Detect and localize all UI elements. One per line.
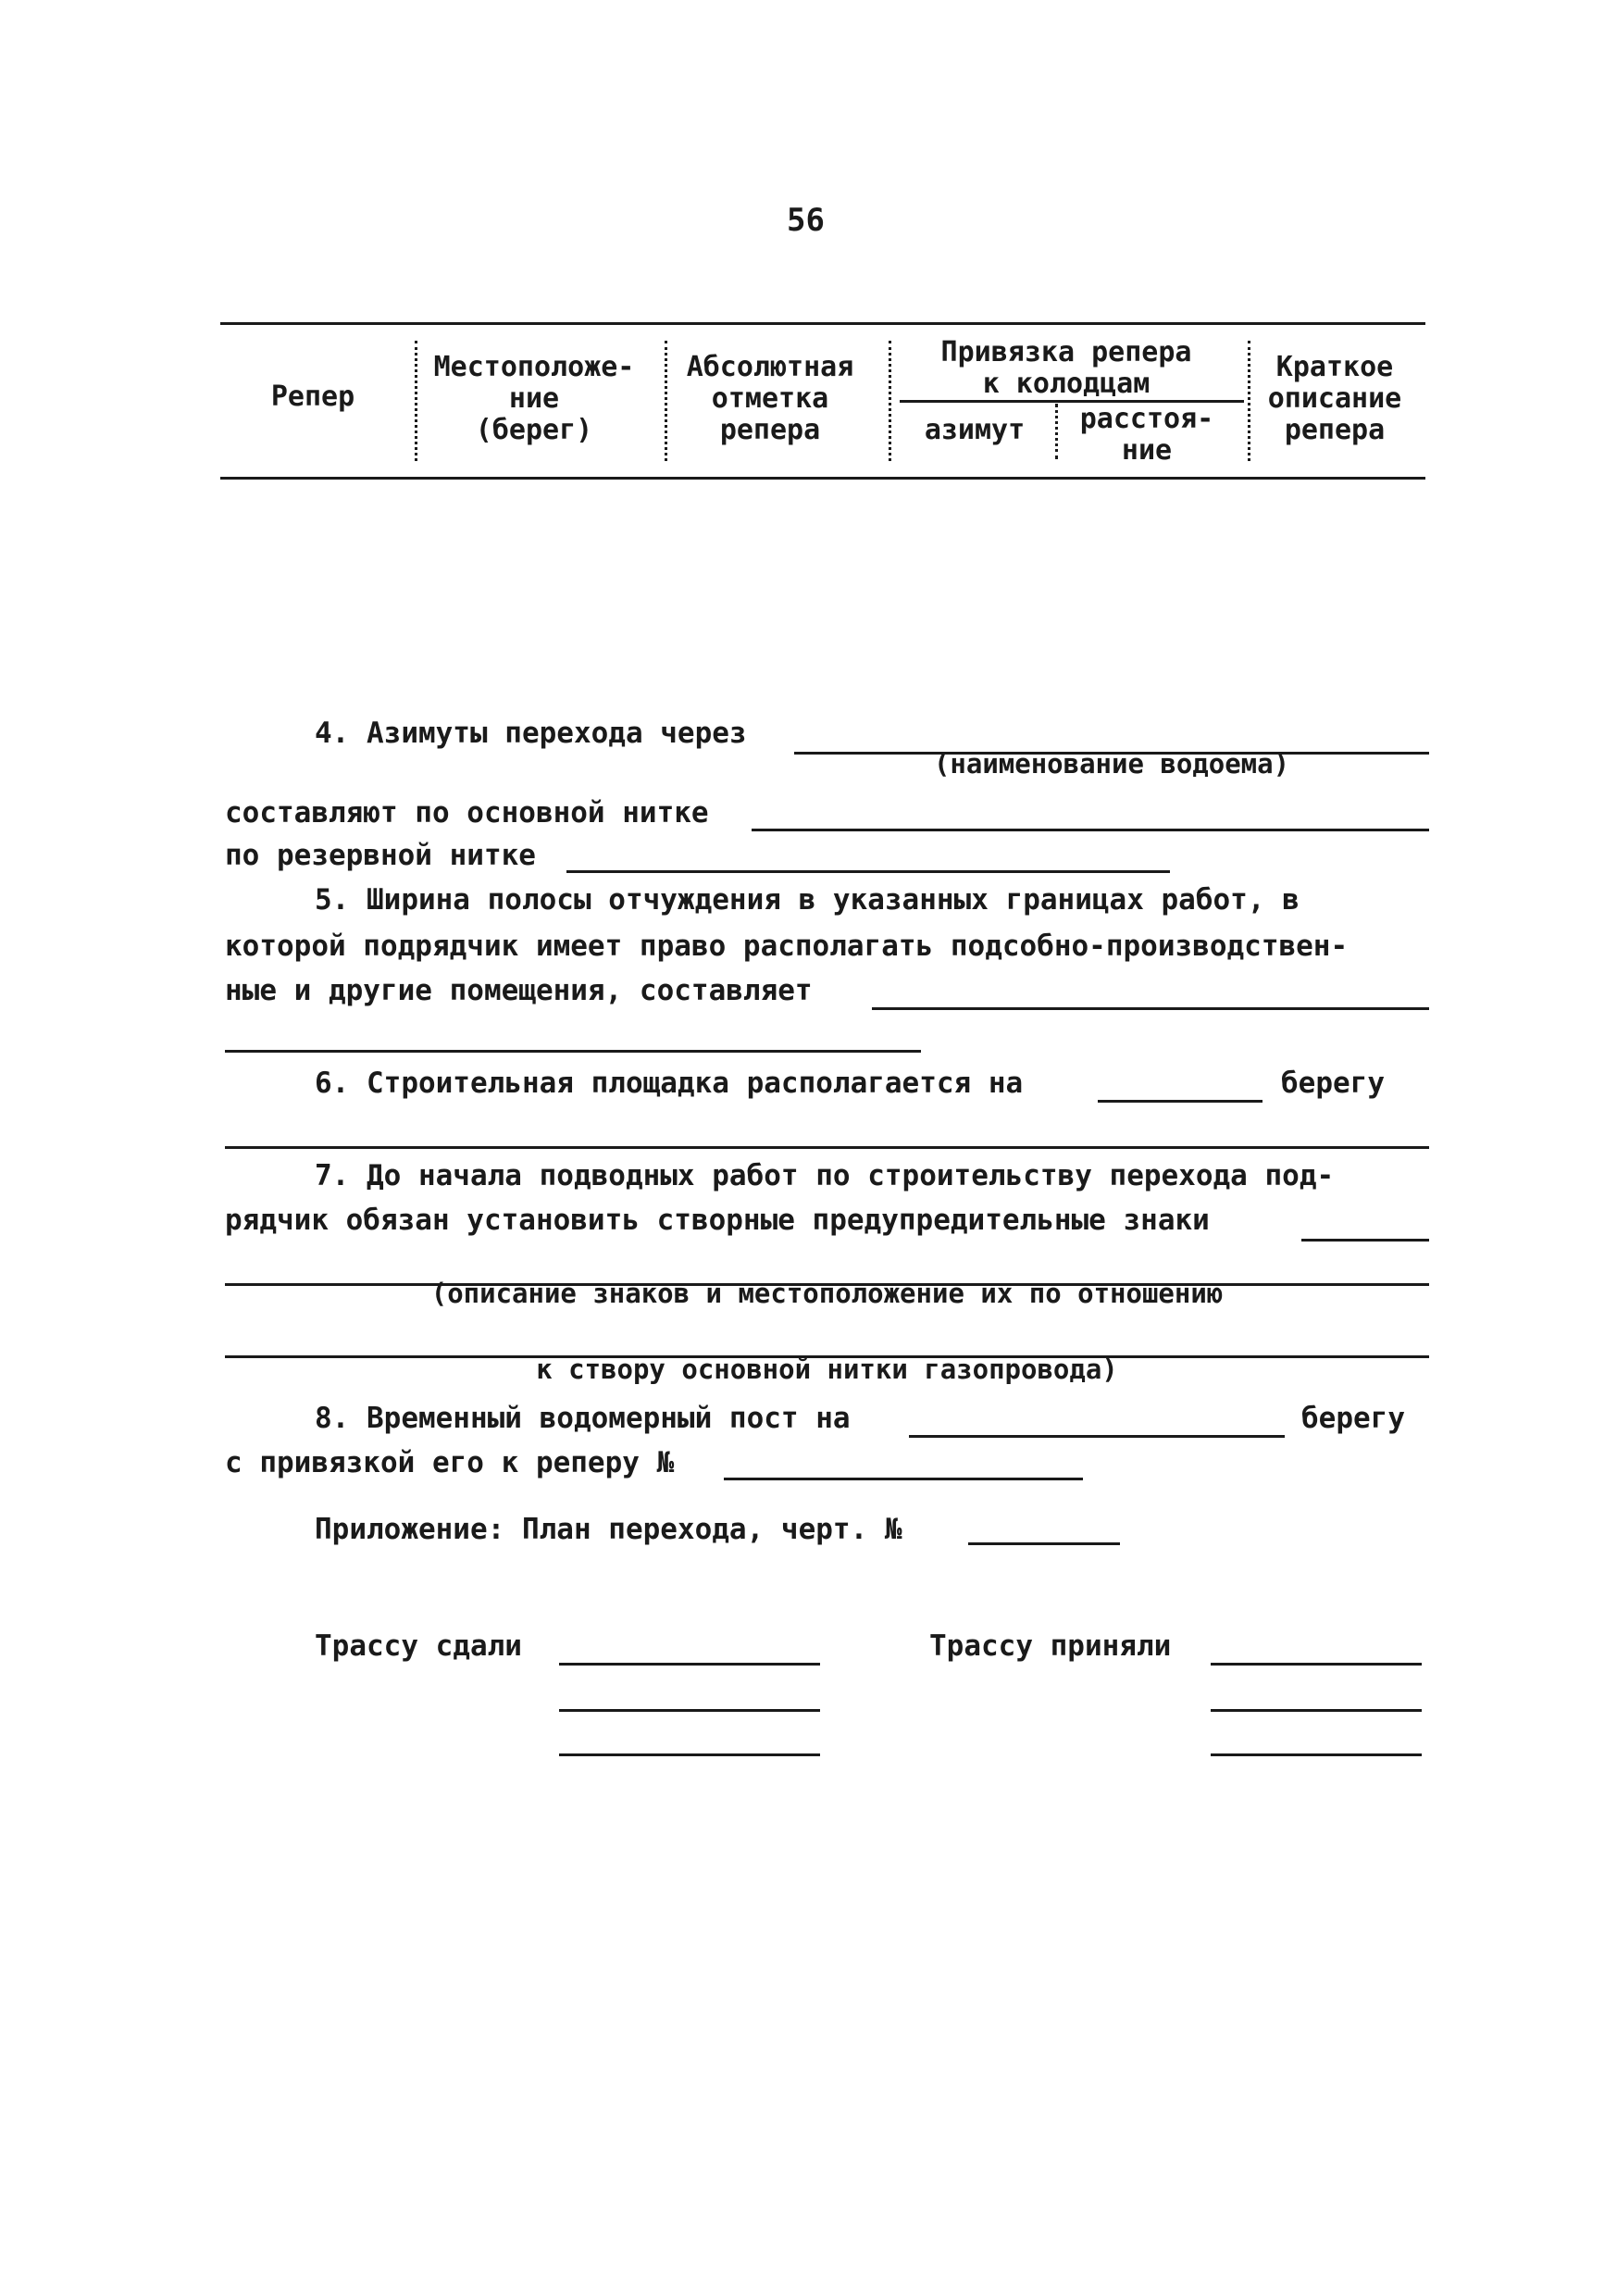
accepted-signature-1[interactable] [1211,1663,1422,1666]
construction-site-field-cont[interactable] [225,1146,1429,1149]
item-6-bank-word: берегу [1281,1067,1385,1100]
page-number: 56 [787,202,825,239]
item-4-text: 4. Азимуты перехода через [315,717,747,750]
handed-over-signature-2[interactable] [559,1709,820,1712]
item-8-text-line1: 8. Временный водомерный пост на [315,1402,851,1435]
gauge-post-bank-field[interactable] [909,1435,1285,1438]
col-separator [1248,341,1250,461]
item-7-text-line1: 7. До начала подводных работ по строительству перехода под- [315,1159,1335,1192]
item-5-text-line1: 5. Ширина полосы отчуждения в указанных границах работ, в [315,883,1300,917]
table-top-rule [220,322,1425,325]
warning-signs-field[interactable] [1301,1239,1429,1242]
accepted-signature-3[interactable] [1211,1753,1422,1756]
main-line-azimuth-field[interactable] [752,829,1429,831]
accepted-signature-2[interactable] [1211,1709,1422,1712]
item-8-text-line2: с привязкой его к реперу № [225,1446,675,1479]
col-header-binding: Привязка репера к колодцам [940,336,1192,400]
reserve-line-azimuth-field[interactable] [566,870,1170,873]
col-header-description: Краткое описание репера [1267,351,1402,446]
exclusion-strip-width-field[interactable] [872,1007,1429,1010]
col-header-azimuth: азимут [924,414,1026,446]
col-header-location: Местоположе- ние (берег) [433,351,635,446]
item-4-main-line-text: составляют по основной нитке [225,796,709,830]
drawing-number-field[interactable] [968,1542,1120,1545]
col-header-abs-mark: Абсолютная отметка репера [686,351,854,446]
handed-over-label: Трассу сдали [315,1629,522,1663]
handed-over-signature-3[interactable] [559,1753,820,1756]
handed-over-signature-1[interactable] [559,1663,820,1666]
table-bottom-rule [220,477,1425,480]
accepted-label: Трассу приняли [929,1629,1172,1663]
warning-signs-caption-1: (описание знаков и местоположение их по отношению [430,1278,1224,1309]
construction-site-bank-field[interactable] [1098,1100,1263,1103]
col-separator [665,341,667,461]
item-5-text-line2: которой подрядчик имеет право располагать подсобно-производствен- [225,930,1349,963]
col-separator [1055,404,1058,459]
item-6-text: 6. Строительная площадка располагается на [315,1067,1024,1100]
item-5-text-line3: ные и другие помещения, составляет [225,974,813,1007]
reference-benchmark-number-field[interactable] [724,1478,1083,1480]
col-separator [889,341,891,461]
col-header-distance: расстоя- ние [1079,403,1214,467]
appendix-text: Приложение: План перехода, черт. № [315,1513,902,1546]
warning-signs-caption-2: к створу основной нитки газопровода) [536,1354,1118,1385]
item-7-text-line2: рядчик обязан установить створные предупредительные знаки [225,1204,1210,1237]
col-header-reper: Репер [270,381,355,413]
item-8-bank-word: берегу [1301,1402,1405,1435]
exclusion-strip-width-field-cont[interactable] [225,1050,921,1053]
item-4-reserve-line-text: по резервной нитке [225,839,536,872]
water-body-caption: (наименование водоема) [933,748,1290,780]
